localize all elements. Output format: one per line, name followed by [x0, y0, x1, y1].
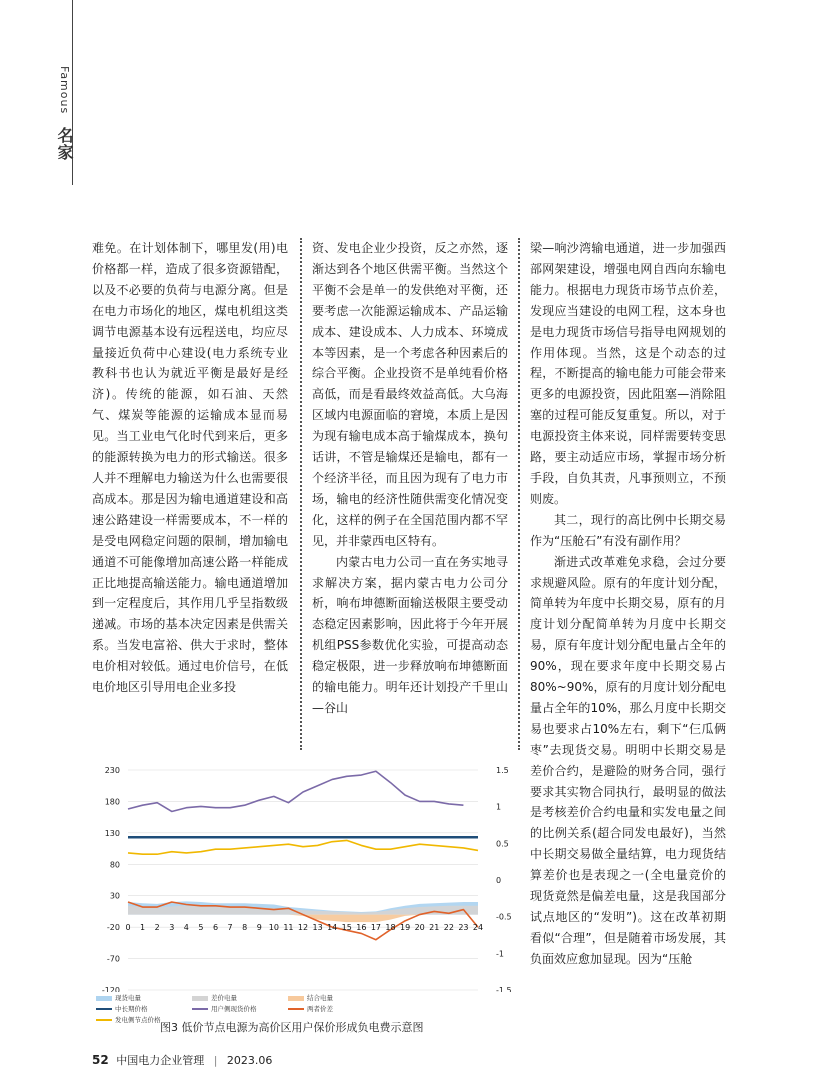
- legend-swatch: [96, 1008, 112, 1010]
- legend-swatch: [288, 1008, 304, 1010]
- y2-tick-label: 0.5: [496, 839, 509, 849]
- area-series: [128, 915, 478, 923]
- legend-item: [96, 1004, 192, 1015]
- x-tick-label: 7: [227, 923, 233, 933]
- x-tick-label: 0: [125, 923, 131, 933]
- y2-tick-label: -0.5: [496, 912, 512, 922]
- y-tick-label: 30: [109, 891, 120, 901]
- y2-tick-label: -1.5: [496, 986, 512, 992]
- legend-swatch: [192, 1008, 208, 1010]
- x-tick-label: 2: [154, 923, 160, 933]
- x-tick-label: 23: [458, 923, 469, 933]
- y-tick-label: -70: [106, 954, 120, 964]
- x-tick-label: 11: [283, 923, 294, 933]
- x-tick-label: 20: [414, 923, 425, 933]
- x-tick-label: 5: [198, 923, 204, 933]
- x-tick-label: 17: [370, 923, 382, 933]
- legend-item: [288, 1004, 384, 1015]
- footer-separator: |: [213, 1054, 218, 1067]
- y2-tick-label: 1: [496, 802, 502, 812]
- y2-tick-label: 0: [496, 876, 502, 885]
- legend-item: [192, 993, 288, 1004]
- x-tick-label: 21: [429, 923, 440, 933]
- x-tick-label: 1: [140, 923, 146, 933]
- legend-swatch: [288, 996, 304, 1001]
- y-tick-label: -120: [101, 986, 120, 992]
- legend-label: 中长期价格: [115, 1005, 148, 1013]
- x-tick-label: 12: [297, 923, 309, 933]
- x-tick-label: 19: [399, 923, 411, 933]
- y-tick-label: 80: [109, 860, 120, 870]
- x-tick-label: 18: [385, 923, 396, 933]
- column-2: [312, 238, 508, 758]
- x-tick-label: 4: [183, 923, 189, 933]
- column-1: [92, 238, 288, 758]
- legend-label: 两者价差: [307, 1005, 333, 1013]
- figure-chart: [88, 762, 518, 1012]
- y2-tick-label: 1.5: [496, 766, 509, 775]
- legend-swatch: [192, 996, 208, 1001]
- line-series: [128, 771, 463, 811]
- legend-label: 发电侧节点价格: [115, 1016, 161, 1024]
- brand-cn: 名家: [55, 126, 74, 161]
- x-tick-label: 6: [212, 923, 219, 933]
- page-footer: [92, 1052, 272, 1068]
- x-tick-label: 24: [472, 923, 484, 933]
- column-3: [530, 238, 726, 1038]
- chart-svg: [88, 762, 518, 992]
- legend-item: [192, 1004, 288, 1015]
- figure-caption: 图3 低价节点电源为高价区用户保价形成负电费示意图: [160, 1021, 424, 1034]
- paragraph: 难免。在计划体制下，哪里发(用)电价格都一样，造成了很多资源错配，以及不必要的负荷与电源分离。但是在电力市场化的地区，煤电机组这类调节电源基本设有远程送电，均应尽量接近负荷中心建设(电力系统专业教科书也认为就近平衡是最好是经济)。传统的能源，如石油、天然气、煤炭等能源的运输成本显而易见。当工业电气化时代到来后，更多的能源转换为电力的形式输送。很多人并不理解电力输送为什么也需要很高成本。那是因为输电通道建设和高速公路建设一样需要成本，不一样的是受电网稳定问题的限制，增加输电通道不可能像增加高速公路一样能成正比地提高输送能力。输电通道增加到一定程度后，其作用几乎呈指数级递减。市场的基本决定因素是供需关系。当发电富裕、供大于求时，整体电价相对较低。通过电价信号，在低电价地区引导用电企业多投: [92, 241, 288, 695]
- brand-en: Famous: [58, 66, 71, 115]
- paragraph: 梁—响沙湾输电通道，进一步加强西部网架建设，增强电网自西向东输电能力。根据电力现货市场节点价差，发现应当建设的电网工程，这本身也是电力现货市场信号指导电网规划的作用体现。当然，这是个动态的过程，不断提高的输电能力可能会带来更多的电源投资，因此阻塞—消除阻塞的过程可能反复重复。所以，对于电源投资主体来说，同样需要转变思路，要主动适应市场，掌握市场分析手段，自负其责，凡事预则立，不预则废。: [530, 241, 726, 506]
- x-tick-label: 22: [443, 923, 454, 933]
- y-tick-label: 180: [104, 797, 120, 807]
- legend-label: 现货电量: [115, 994, 141, 1002]
- x-tick-label: 10: [268, 923, 279, 933]
- y2-tick-label: -1: [496, 949, 504, 959]
- x-tick-label: 3: [169, 923, 175, 933]
- legend-item: [288, 993, 384, 1004]
- y-tick-label: 130: [104, 828, 120, 838]
- x-tick-label: 13: [312, 923, 323, 933]
- section-brand: [56, 66, 76, 161]
- column-divider: [518, 238, 520, 750]
- legend-swatch: [96, 1019, 112, 1021]
- column-divider: [300, 238, 302, 750]
- x-tick-label: 8: [242, 923, 248, 933]
- paragraph: 其二，现行的高比例中长期交易作为“压舱石”有没有副作用？: [530, 512, 726, 548]
- x-tick-label: 15: [341, 923, 352, 933]
- legend-item: [96, 993, 192, 1004]
- x-tick-label: 14: [327, 923, 338, 933]
- issue-date: 2023.06: [226, 1054, 273, 1067]
- paragraph: 渐进式改革难免求稳，会过分要求规避风险。原有的年度计划分配，简单转为年度中长期交易，原有的月度计划分配简单转为月度中长期交易，原有年度计划分配电量占全年的90%，现在要求年度中长期交易占80%~90%，原有的月度计划分配电量占全年的10%，那么月度中长期交易也要求占10%左右，剩下“仨瓜俩枣”去现货交易。明明中长期交易是差价合约，是避险的财务合同，强行要求其实物合同执行，最明显的做法是考核差价合约电量和实发电量之间的比例关系(超合同发电最好)，当然中长期交易做全量结算，电力现货结算差价也是表现之一(全电量竞价的现货竟然是偏差电量，这是我国部分试点地区的“发明”)。这在改革初期看似“合理”，但是随着市场发展，其负面效应愈加显现。因为“压舱: [530, 554, 726, 966]
- journal-name: 中国电力企业管理: [116, 1054, 205, 1067]
- y-tick-label: -20: [106, 923, 120, 933]
- legend-swatch: [96, 996, 112, 1001]
- legend-label: 结合电量: [307, 994, 333, 1002]
- legend-label: 差价电量: [211, 994, 237, 1002]
- x-tick-label: 16: [356, 923, 367, 933]
- x-tick-label: 9: [256, 923, 262, 933]
- legend-label: 用户侧现货价格: [211, 1005, 257, 1013]
- paragraph: 资、发电企业少投资，反之亦然，逐渐达到各个地区供需平衡。当然这个平衡不会是单一的发供绝对平衡，还要考虑一次能源运输成本、产品运输成本、建设成本、人力成本、环境成本等因素，是一个考虑各种因素后的综合平衡。企业投资不是单纯看价格高低，而是看最终效益高低。大乌海区域内电源面临的窘境，本质上是因为现有输电成本高于输煤成本，换句话讲，不管是输煤还是输电，都有一个经济半径，而且因为现有了电力市场，输电的经济性随供需变化情况变化，这样的例子在全国范围内都不罕见，并非蒙西电区特有。: [312, 241, 508, 548]
- y-tick-label: 230: [104, 766, 120, 775]
- page-number: 52: [92, 1053, 109, 1067]
- paragraph: 内蒙古电力公司一直在务实地寻求解决方案，据内蒙古电力公司分析，响布坤德断面输送极限主要受动态稳定因素影响，因此将于今年开展机组PSS参数优化实验，可提高动态稳定极限，进一步释放响布坤德断面的输电能力。明年还计划投产千里山—谷山: [312, 554, 508, 715]
- line-series: [128, 840, 478, 854]
